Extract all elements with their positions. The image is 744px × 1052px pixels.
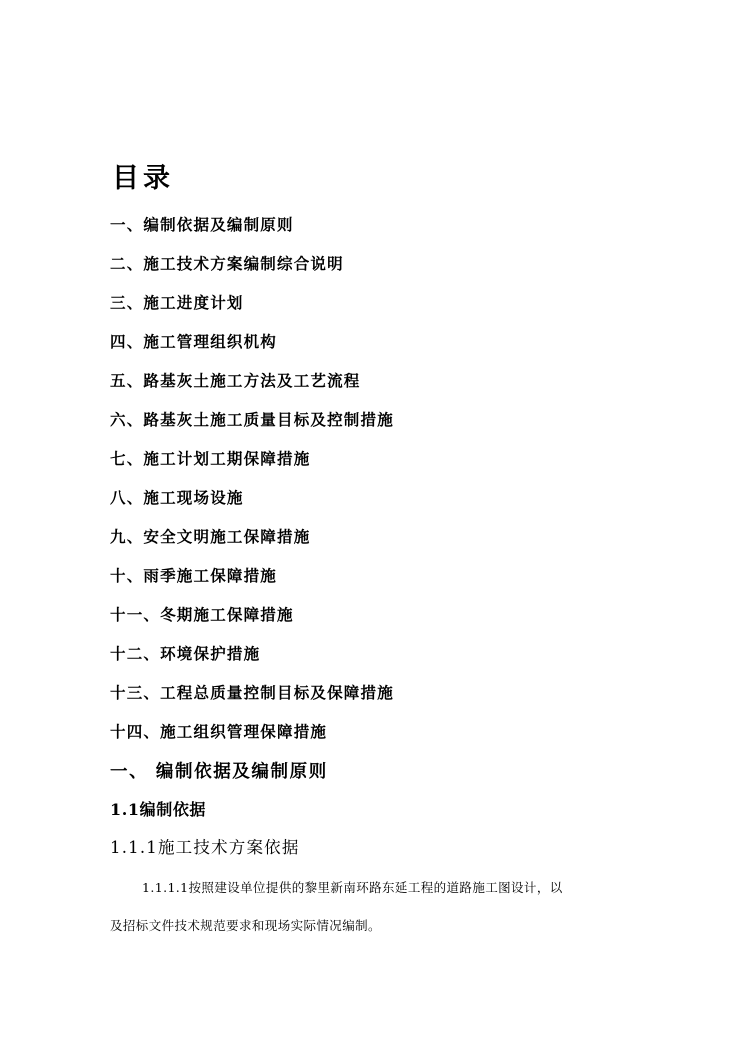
toc-item[interactable]: 十二、环境保护措施 — [110, 644, 261, 663]
toc-item[interactable]: 十、雨季施工保障措施 — [110, 566, 278, 585]
toc-item[interactable]: 九、安全文明施工保障措施 — [110, 527, 311, 546]
toc-item[interactable]: 八、施工现场设施 — [110, 488, 244, 507]
toc-item[interactable]: 六、路基灰土施工质量目标及控制措施 — [110, 410, 394, 429]
toc-item[interactable]: 二、施工技术方案编制综合说明 — [110, 254, 344, 273]
toc-item[interactable]: 五、路基灰土施工方法及工艺流程 — [110, 371, 361, 390]
section-heading-2: 1.1编制依据 — [110, 800, 207, 819]
toc-item[interactable]: 三、施工进度计划 — [110, 293, 244, 312]
toc-item[interactable]: 四、施工管理组织机构 — [110, 332, 278, 351]
toc-item[interactable]: 十四、施工组织管理保障措施 — [110, 722, 328, 741]
section-heading-1: 一、 编制依据及编制原则 — [110, 762, 328, 782]
table-of-contents — [110, 212, 670, 758]
toc-item[interactable]: 十三、工程总质量控制目标及保障措施 — [110, 683, 394, 702]
toc-item[interactable]: 七、施工计划工期保障措施 — [110, 449, 311, 468]
paragraph-line-1: 1.1.1.1按照建设单位提供的黎里新南环路东延工程的道路施工图设计，以 — [142, 880, 563, 895]
toc-title: 目录 — [112, 163, 174, 194]
toc-item[interactable]: 十一、冬期施工保障措施 — [110, 605, 294, 624]
toc-item[interactable]: 一、编制依据及编制原则 — [110, 215, 294, 234]
paragraph-line-2: 及招标文件技术规范要求和现场实际情况编制。 — [110, 918, 381, 933]
section-heading-3: 1.1.1施工技术方案依据 — [110, 838, 300, 857]
